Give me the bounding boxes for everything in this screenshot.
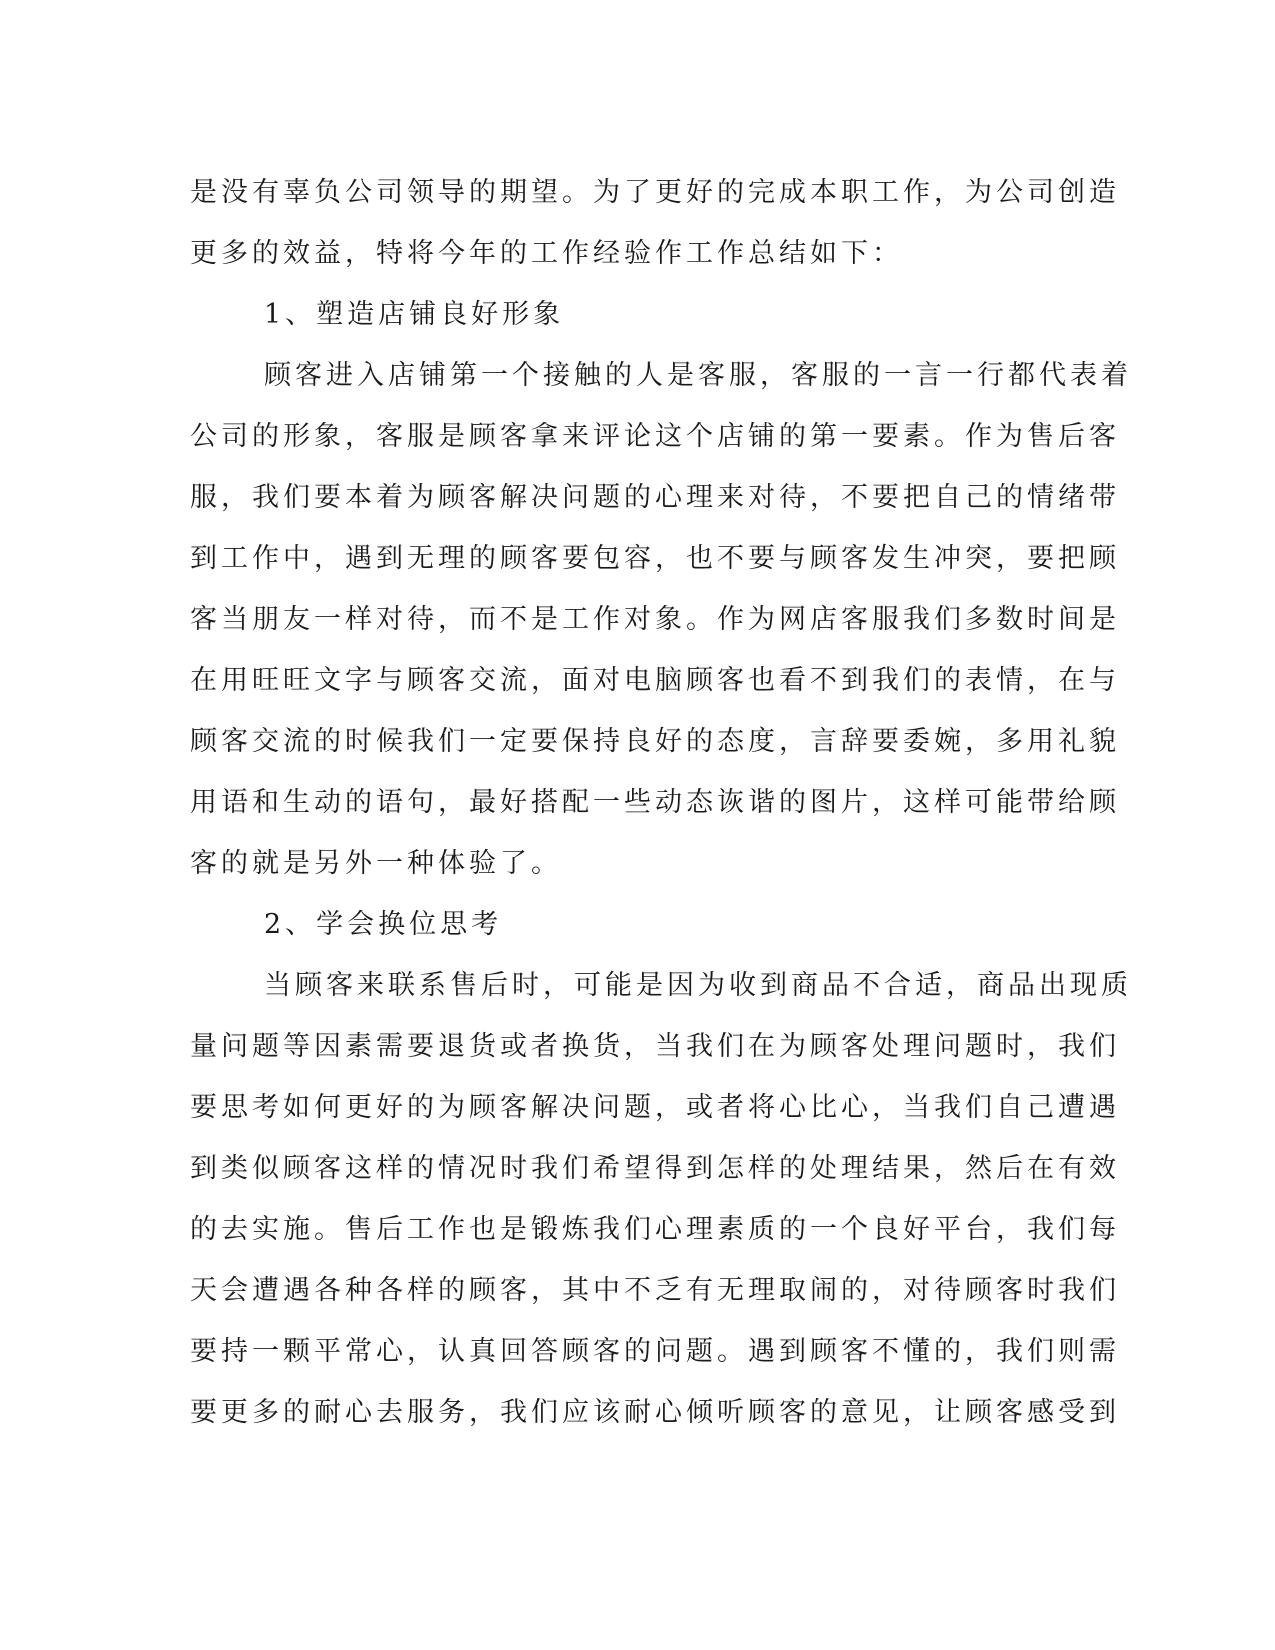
text-line: 要更多的耐心去服务，我们应该耐心倾听顾客的意见，让顾客感受到 <box>190 1397 1120 1428</box>
text-line: 到类似顾客这样的情况时我们希望得到怎样的处理结果，然后在有效 <box>190 1153 1120 1184</box>
text-line: 客的就是另外一种体验了。 <box>190 848 562 879</box>
text-line: 天会遭遇各种各样的顾客，其中不乏有无理取闹的，对待顾客时我们 <box>190 1275 1120 1306</box>
text-line: 用语和生动的语句，最好搭配一些动态诙谐的图片，这样可能带给顾 <box>190 787 1120 818</box>
text-line: 客当朋友一样对待，而不是工作对象。作为网店客服我们多数时间是 <box>190 604 1120 635</box>
text-line: 量问题等因素需要退货或者换货，当我们在为顾客处理问题时，我们 <box>190 1031 1120 1062</box>
text-line: 的去实施。售后工作也是锻炼我们心理素质的一个良好平台，我们每 <box>190 1214 1120 1245</box>
text-line: 顾客交流的时候我们一定要保持良好的态度，言辞要委婉，多用礼貌 <box>190 726 1120 757</box>
text-line: 要思考如何更好的为顾客解决问题，或者将心比心，当我们自己遭遇 <box>190 1092 1120 1123</box>
text-line: 当顾客来联系售后时，可能是因为收到商品不合适，商品出现质 <box>264 970 1132 1001</box>
text-line: 是没有辜负公司领导的期望。为了更好的完成本职工作，为公司创造 <box>190 177 1120 208</box>
text-line: 要持一颗平常心，认真回答顾客的问题。遇到顾客不懂的，我们则需 <box>190 1336 1120 1367</box>
document-body <box>190 162 1132 1443</box>
text-line: 服，我们要本着为顾客解决问题的心理来对待，不要把自己的情绪带 <box>190 482 1120 513</box>
text-line: 到工作中，遇到无理的顾客要包容，也不要与顾客发生冲突，要把顾 <box>190 543 1120 574</box>
text-line: 在用旺旺文字与顾客交流，面对电脑顾客也看不到我们的表情，在与 <box>190 665 1120 696</box>
text-line: 公司的形象，客服是顾客拿来评论这个店铺的第一要素。作为售后客 <box>190 421 1120 452</box>
section-heading: 2、学会换位思考 <box>264 909 503 940</box>
section-heading: 1、塑造店铺良好形象 <box>264 299 565 330</box>
text-line: 更多的效益，特将今年的工作经验作工作总结如下： <box>190 238 903 269</box>
text-line: 顾客进入店铺第一个接触的人是客服，客服的一言一行都代表着 <box>264 360 1132 391</box>
